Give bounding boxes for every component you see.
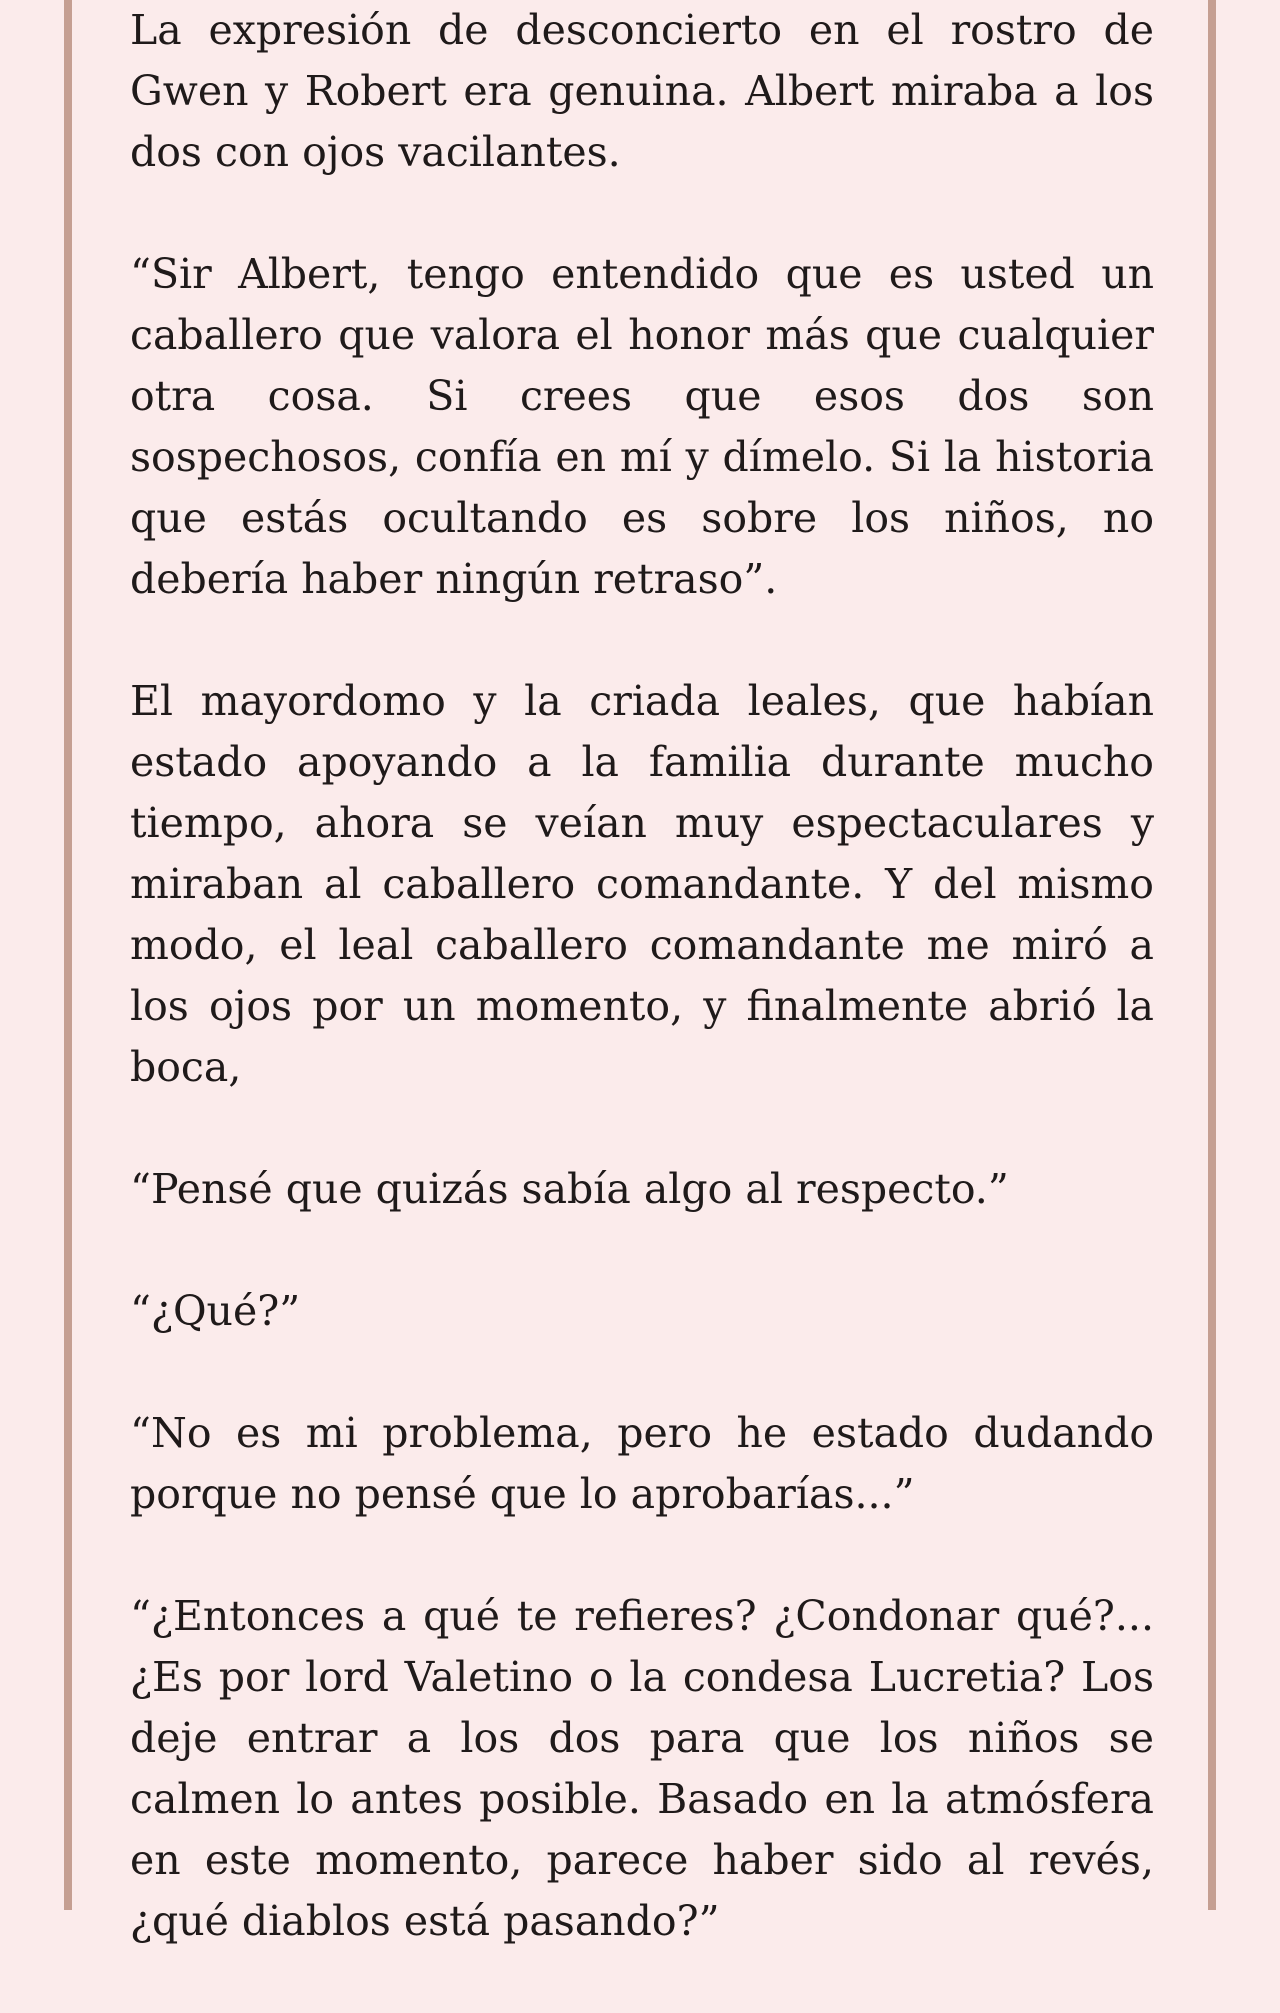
paragraph-2: “Sir Albert, tengo entendido que es usted un caballero que valora el honor más que cualquier otra cosa. Si crees que esos dos son sospechosos, confía en mí y dímelo. Si la historia que estás ocultando es sobre los niños, no debería haber ningún retraso”. <box>130 250 1154 603</box>
paragraph-4: “Pensé que quizás sabía algo al respecto.” <box>130 1165 1009 1213</box>
paragraph-1: La expresión de desconcierto en el rostro de Gwen y Robert era genuina. Albert miraba a los dos con ojos vacilantes. <box>130 6 1154 176</box>
right-border <box>1208 0 1216 1910</box>
paragraph-5: “¿Qué?” <box>130 1287 301 1335</box>
paragraph-6: “No es mi problema, pero he estado dudando porque no pensé que lo aprobarías...” <box>130 1409 1154 1518</box>
paragraph-7: “¿Entonces a qué te refieres? ¿Condonar qué?... ¿Es por lord Valetino o la condesa Lucretia? Los deje entrar a los dos para que los niños se calmen lo antes posible. Basado en la atmósfera en este momento, parece haber sido al revés, ¿qué diablos está pasando?” <box>130 1592 1154 1945</box>
paragraph-3: El mayordomo y la criada leales, que habían estado apoyando a la familia durante mucho tiempo, ahora se veían muy espectaculares y miraban al caballero comandante. Y del mismo modo, el leal caballero comandante me miró a los ojos por un momento, y finalmente abrió la boca, <box>130 677 1154 1091</box>
reader-content <box>130 0 1154 2013</box>
left-border <box>64 0 72 1910</box>
